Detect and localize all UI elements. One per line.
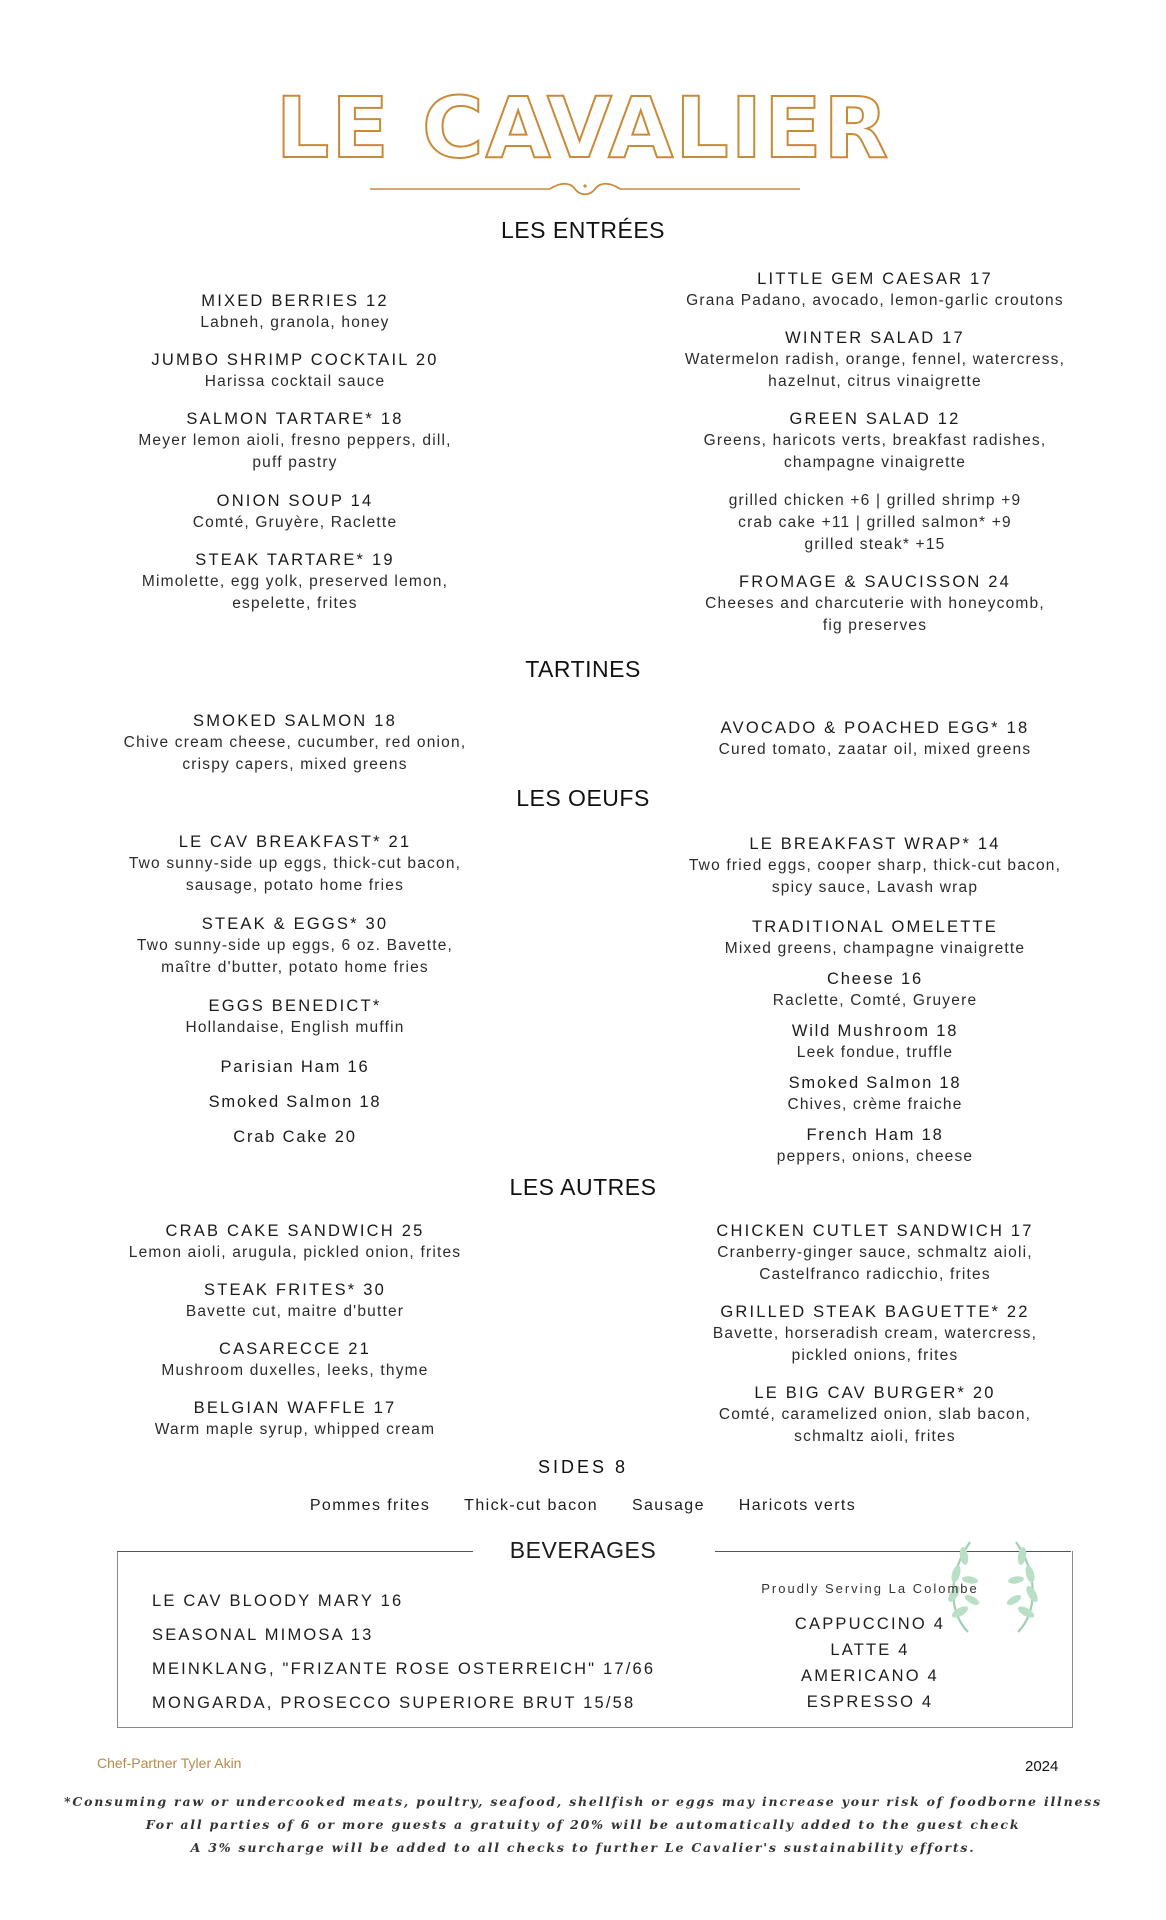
section-entrees: LES ENTRÉES xyxy=(501,217,665,243)
item-desc: espelette, frites xyxy=(232,595,358,612)
beverage-item: SEASONAL MIMOSA 13 xyxy=(152,1626,374,1644)
item-name: LITTLE GEM CAESAR 17 xyxy=(757,270,993,288)
item-desc: puff pastry xyxy=(252,454,338,471)
add-ons xyxy=(650,490,1100,556)
item-desc: Cranberry-ginger sauce, schmaltz aioli, xyxy=(717,1244,1033,1261)
item-desc: Hollandaise, English muffin xyxy=(185,1019,405,1036)
coffee-item: ESPRESSO 4 xyxy=(806,1693,934,1711)
menu-year: 2024 xyxy=(1025,1758,1059,1775)
item-name: French Ham 18 xyxy=(806,1126,944,1144)
item-desc: pickled onions, frites xyxy=(791,1347,959,1364)
item-desc: Labneh, granola, honey xyxy=(200,314,390,331)
item-name: Crab Cake 20 xyxy=(233,1128,357,1146)
flourish-divider-icon xyxy=(370,180,800,198)
item-desc: Comté, caramelized onion, slab bacon, xyxy=(718,1406,1032,1423)
side-item: Pommes frites xyxy=(309,1497,431,1514)
menu-item xyxy=(90,1091,500,1113)
menu-item xyxy=(650,268,1100,312)
menu-item xyxy=(650,571,1100,637)
menu-item xyxy=(90,1220,500,1264)
beverage-item: MEINKLANG, "FRIZANTE ROSE OSTERREICH" 17/66 xyxy=(152,1660,656,1678)
item-name: LE BIG CAV BURGER* 20 xyxy=(754,1384,996,1402)
menu-item xyxy=(650,327,1100,393)
menu-item xyxy=(650,916,1100,960)
item-desc: fig preserves xyxy=(822,617,928,634)
item-desc: maître d'butter, potato home fries xyxy=(161,959,429,976)
menu-item xyxy=(650,968,1100,1012)
item-desc: Grana Padano, avocado, lemon-garlic croutons xyxy=(686,292,1064,309)
item-name: SMOKED SALMON 18 xyxy=(193,712,397,730)
menu-item xyxy=(650,1220,1100,1286)
logo-text: LE CAVALIER xyxy=(275,79,891,177)
footnote: *Consuming raw or undercooked meats, poultry, seafood, shellfish or eggs may increase your risk of foodborne illness xyxy=(64,1794,1102,1809)
add-on-line: grilled steak* +15 xyxy=(804,536,946,553)
menu-item xyxy=(650,1382,1100,1448)
menu-item xyxy=(90,710,500,776)
item-desc: Cheeses and charcuterie with honeycomb, xyxy=(705,595,1045,612)
menu-item xyxy=(90,1126,500,1148)
item-name: Smoked Salmon 18 xyxy=(788,1074,962,1092)
sides-list xyxy=(0,1497,1166,1515)
item-desc: schmaltz aioli, frites xyxy=(794,1428,956,1445)
item-name: SALMON TARTARE* 18 xyxy=(186,410,404,428)
item-name: JUMBO SHRIMP COCKTAIL 20 xyxy=(151,351,439,369)
menu-item xyxy=(90,549,500,615)
item-desc: Chive cream cheese, cucumber, red onion, xyxy=(123,734,467,751)
item-name: MIXED BERRIES 12 xyxy=(201,292,389,310)
menu-item xyxy=(90,408,500,474)
item-desc: Raclette, Comté, Gruyere xyxy=(772,992,978,1009)
item-desc: Chives, crème fraiche xyxy=(787,1096,963,1113)
logo xyxy=(0,79,1166,177)
coffee-item: LATTE 4 xyxy=(830,1641,910,1659)
add-on-line: crab cake +11 | grilled salmon* +9 xyxy=(738,514,1012,531)
section-sides: SIDES 8 xyxy=(537,1457,629,1477)
item-name: CASARECCE 21 xyxy=(218,1340,372,1358)
item-name: Parisian Ham 16 xyxy=(220,1058,370,1076)
item-name: EGGS BENEDICT* xyxy=(208,997,382,1015)
item-desc: Castelfranco radicchio, frites xyxy=(759,1266,991,1283)
beverage-item: LE CAV BLOODY MARY 16 xyxy=(152,1592,404,1610)
item-name: GRILLED STEAK BAGUETTE* 22 xyxy=(720,1303,1030,1321)
item-name: WINTER SALAD 17 xyxy=(785,329,965,347)
menu-item xyxy=(90,349,500,393)
menu-item xyxy=(650,1301,1100,1367)
chef-credit: Chef-Partner Tyler Akin xyxy=(97,1755,242,1771)
item-name: LE CAV BREAKFAST* 21 xyxy=(178,833,412,851)
side-item: Haricots verts xyxy=(738,1497,857,1514)
menu-item xyxy=(90,490,500,534)
item-desc: Mixed greens, champagne vinaigrette xyxy=(724,940,1026,957)
item-desc: champagne vinaigrette xyxy=(783,454,967,471)
menu-item xyxy=(90,831,500,897)
item-name: FROMAGE & SAUCISSON 24 xyxy=(738,573,1012,591)
menu-item xyxy=(650,833,1100,899)
menu-item xyxy=(90,290,500,334)
item-desc: Harissa cocktail sauce xyxy=(204,373,386,390)
item-desc: Mushroom duxelles, leeks, thyme xyxy=(161,1362,429,1379)
menu-item xyxy=(90,1338,500,1382)
item-desc: Warm maple syrup, whipped cream xyxy=(154,1421,436,1438)
menu-item xyxy=(650,1072,1100,1116)
side-item: Sausage xyxy=(631,1497,705,1514)
item-name: Smoked Salmon 18 xyxy=(208,1093,382,1111)
menu-item xyxy=(90,913,500,979)
item-desc: Two sunny-side up eggs, thick-cut bacon, xyxy=(128,855,462,872)
item-desc: peppers, onions, cheese xyxy=(776,1148,974,1165)
item-name: GREEN SALAD 12 xyxy=(789,410,961,428)
item-name: CRAB CAKE SANDWICH 25 xyxy=(165,1222,425,1240)
item-desc: Cured tomato, zaatar oil, mixed greens xyxy=(718,741,1032,758)
proudly-serving: Proudly Serving La Colombe xyxy=(761,1581,979,1596)
item-desc: Meyer lemon aioli, fresno peppers, dill, xyxy=(138,432,452,449)
section-autres: LES AUTRES xyxy=(509,1174,657,1200)
item-name: ONION SOUP 14 xyxy=(216,492,374,510)
coffee-item: AMERICANO 4 xyxy=(801,1667,939,1685)
coffee-item: CAPPUCCINO 4 xyxy=(794,1615,946,1633)
item-name: STEAK TARTARE* 19 xyxy=(195,551,395,569)
item-name: Wild Mushroom 18 xyxy=(791,1022,959,1040)
item-name: TRADITIONAL OMELETTE xyxy=(752,918,998,936)
footnote: A 3% surcharge will be added to all checks to further Le Cavalier's sustainability efforts. xyxy=(190,1840,976,1855)
section-oeufs: LES OEUFS xyxy=(516,785,650,811)
section-beverages: BEVERAGES xyxy=(509,1537,657,1563)
menu-item xyxy=(650,1124,1100,1168)
item-desc: hazelnut, citrus vinaigrette xyxy=(768,373,982,390)
item-desc: spicy sauce, Lavash wrap xyxy=(771,879,979,896)
item-name: CHICKEN CUTLET SANDWICH 17 xyxy=(716,1222,1034,1240)
beverage-item: MONGARDA, PROSECCO SUPERIORE BRUT 15/58 xyxy=(152,1694,636,1712)
item-desc: crispy capers, mixed greens xyxy=(182,756,408,773)
item-desc: Watermelon radish, orange, fennel, watercress, xyxy=(684,351,1066,368)
side-item: Thick-cut bacon xyxy=(464,1497,599,1514)
item-desc: Two sunny-side up eggs, 6 oz. Bavette, xyxy=(136,937,454,954)
footnote: For all parties of 6 or more guests a gratuity of 20% will be automatically added to the guest check xyxy=(145,1817,1021,1832)
menu-item xyxy=(90,1279,500,1323)
item-desc: Lemon aioli, arugula, pickled onion, frites xyxy=(128,1244,462,1261)
item-name: Cheese 16 xyxy=(826,970,923,988)
item-desc: Bavette, horseradish cream, watercress, xyxy=(712,1325,1038,1342)
item-name: AVOCADO & POACHED EGG* 18 xyxy=(720,719,1030,737)
item-desc: Greens, haricots verts, breakfast radishes, xyxy=(703,432,1047,449)
add-on-line: grilled chicken +6 | grilled shrimp +9 xyxy=(728,492,1022,509)
menu-item xyxy=(90,1397,500,1441)
item-desc: Bavette cut, maitre d'butter xyxy=(185,1303,405,1320)
menu-item xyxy=(650,408,1100,474)
menu-item xyxy=(90,1056,500,1078)
item-desc: Mimolette, egg yolk, preserved lemon, xyxy=(141,573,449,590)
item-desc: Leek fondue, truffle xyxy=(796,1044,954,1061)
item-desc: Two fried eggs, cooper sharp, thick-cut bacon, xyxy=(688,857,1062,874)
menu-item xyxy=(90,995,500,1039)
menu-item xyxy=(650,717,1100,761)
item-desc: sausage, potato home fries xyxy=(185,877,405,894)
item-name: STEAK FRITES* 30 xyxy=(204,1281,386,1299)
item-name: BELGIAN WAFFLE 17 xyxy=(193,1399,397,1417)
menu-item xyxy=(650,1020,1100,1064)
item-desc: Comté, Gruyère, Raclette xyxy=(192,514,398,531)
section-tartines: TARTINES xyxy=(525,656,641,682)
item-name: LE BREAKFAST WRAP* 14 xyxy=(749,835,1001,853)
item-name: STEAK & EGGS* 30 xyxy=(201,915,389,933)
